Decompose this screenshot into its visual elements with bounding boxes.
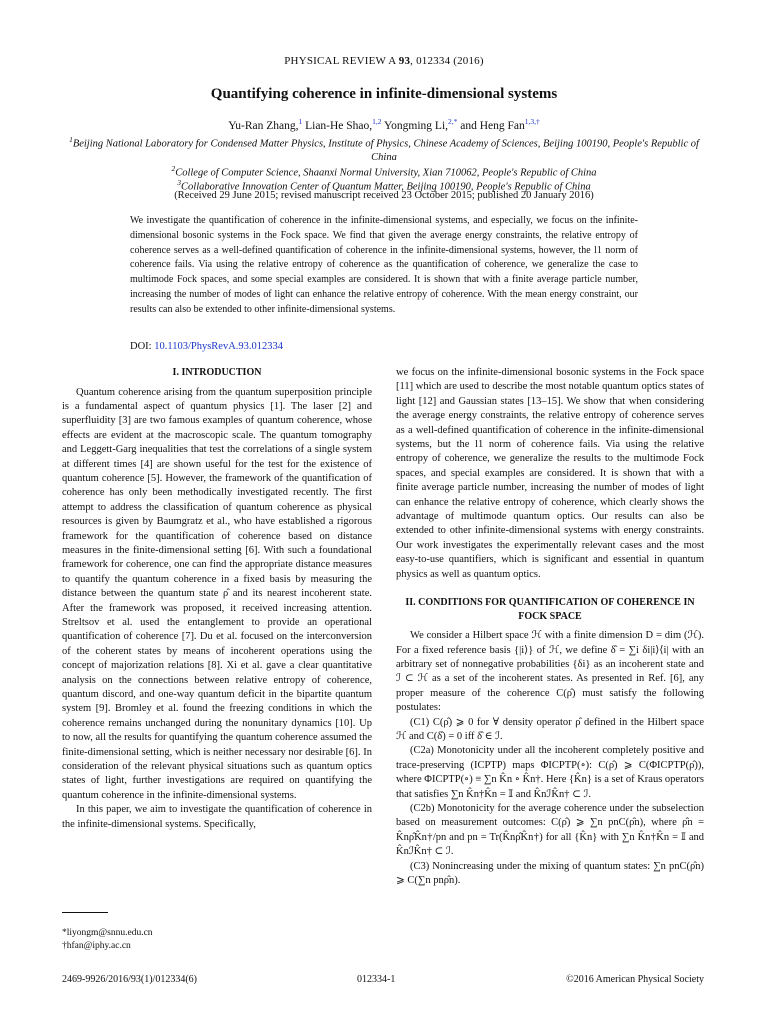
affiliation-1: $^1$Beijing National Laboratory for Condensed Matter Physics, Institute of Physics, Chinese Academy of Sciences, Beijing 100190, People's Republic of China: [69, 135, 699, 163]
footer-issn: 2469-9926/2016/93(1)/012334(6): [62, 974, 197, 985]
received-dates: (Received 29 June 2015; revised manuscript received 23 October 2015; published 20 January 2016): [174, 190, 594, 201]
author: Lian-He Shao,: [305, 119, 373, 132]
author-affiliation-link[interactable]: 2,*: [448, 117, 458, 126]
footer-page-number: 012334-1: [357, 974, 396, 985]
author-affiliation-link[interactable]: 1: [298, 117, 303, 126]
postulate-c3: (C3) Nonincreasing under the mixing of quantum states: ∑n pnC(ρ̂n) ⩾ C(∑n pnρ̂n).: [396, 860, 704, 886]
paragraph: Quantum coherence arising from the quantum superposition principle is a fundamental aspect of quantum physics [1]. The laser [2] and superfluidity [3] are two famous examples of quantum coherence, whose effects are evident at the macroscopic scale. The quantum tomography and Leggett-Garg inequalities that test the correlations of a single system at different times [4] are shown useful for the test for the existence of quantum coherence [5]. However, the framework of the quantification of coherence has only been methodically investigated recently. The first attempt to address the classification of quantum coherence as physical resources is given by Baumgratz et al., who have established a rigorous framework for the quantification of coherence based on distance measures in the finite-dimensional setting [6]. With such a foundational framework for coherence, one can find the appropriate distance measures to quantify the quantum coherence in a fixed basis by measuring the distance between the quantum state ρ̂ and its nearest incoherent state. After the framework was proposed, it received increasing attention. Streltsov et al. used the entanglement to provide an operational quantification of coherence [7]. Du et al. focused on the interconversion of the coherent states by means of incoherent operations using the concept of majorization relations [8]. Xi et al. gave a clear quantitative analysis on the connections between relative entropy of coherence, quantum discord, and one-way quantum deficit in the bipartite quantum system [9]. Bromley et al. found the freezing conditions in which the coherence remains unchanged during the nonunitary dynamics [10]. Up to now, all the results for quantifying the quantum coherence assumed the finite-dimensional setting, which is neither necessary nor desirable [6]. In consideration of the relevant physical situations such as quantum optics states of light, further investigations are required on quantifying the quantum coherence in the infinite-dimensional systems.: [62, 386, 372, 801]
footnote-divider: [62, 912, 108, 913]
section-heading-conditions: II. CONDITIONS FOR QUANTIFICATION OF COHERENCE IN FOCK SPACE: [405, 597, 695, 622]
footnote-email-2: †hfan@iphy.ac.cn: [62, 941, 131, 951]
paragraph: We consider a Hilbert space ℋ with a finite dimension D = dim (ℋ). For a fixed reference basis {|i⟩} of ℋ, we define δ̂ = ∑i δi|i⟩⟨i| with an arbitrary set of nonnegative probabilities {δi} as an incoherent state and ℐ ⊂ ℋ as a set of the incoherent states. As presented in Ref. [6], any proper measure of the coherence C(ρ̂) must satisfy the following postulates:: [396, 630, 704, 714]
author: Yu-Ran Zhang,: [228, 119, 299, 132]
footnote-email-1: *liyongm@snnu.edu.cn: [62, 928, 153, 938]
section-heading-introduction: I. INTRODUCTION: [172, 367, 262, 378]
abstract: We investigate the quantification of coherence in the infinite-dimensional systems, and especially, we focus on the infinite-dimensional bosonic systems in the Fock space. We find that given the average energy constraints, the relative entropy of coherence serves as a well-defined quantification of coherence in the infinite-dimensional systems, however, the l1 norm of coherence fails. Via using the relative entropy of coherence as the quantification of coherence, we generalize the case to multimode Fock spaces, and some special examples are considered. It is shown that with a finite average particle number, increasing the number of modes of light can enhance the relative entropy of coherence. With the mean energy constraint, our results can also be extended to other infinite-dimensional systems.: [130, 215, 638, 315]
doi: DOI: 10.1103/PhysRevA.93.012334: [130, 341, 284, 352]
author: Yongming Li,: [384, 119, 449, 132]
paper-title: Quantifying coherence in infinite-dimensional systems: [210, 86, 558, 102]
footer-copyright: ©2016 American Physical Society: [566, 974, 704, 985]
author-affiliation-link[interactable]: 1,2: [372, 117, 382, 126]
author-list: [0, 117, 768, 132]
paragraph: In this paper, we aim to investigate the quantification of coherence in the infinite-dimensional systems. Specifically,: [62, 804, 372, 830]
author-affiliation-link[interactable]: 1,3,†: [524, 117, 540, 126]
postulate-c2a: (C2a) Monotonicity under all the incoherent completely positive and trace-preserving (ICPTP) maps ΦICPTP(∘): C(ρ̂) ⩾ C(ΦICPTP(ρ̂)), where ΦICPTP(∘) ≡ ∑n K̂n ∘ K̂n†. Here {K̂n} is a set of Kraus operators that satisfies ∑n K̂n†K̂n = 𝕀 and K̂nℐK̂n† ⊂ ℐ.: [396, 745, 704, 800]
author: and Heng Fan: [460, 119, 525, 132]
affiliation-2: $^2$College of Computer Science, Shaanxi Normal University, Xian 710062, People's Republic of China: [171, 164, 597, 179]
journal-header: PHYSICAL REVIEW A 93, 012334 (2016): [284, 55, 484, 67]
postulate-c1: (C1) C(ρ̂) ⩾ 0 for ∀ density operator ρ̂ defined in the Hilbert space ℋ and C(δ̂) = 0 iff δ̂ ∈ ℐ.: [396, 716, 704, 742]
affiliation-3: $^3$Collaborative Innovation Center of Quantum Matter, Beijing 100190, People's Republic of China: [177, 178, 591, 193]
doi-link[interactable]: 10.1103/PhysRevA.93.012334: [154, 341, 284, 352]
paragraph: we focus on the infinite-dimensional bosonic systems in the Fock space [11] which are used to describe the most notable quantum optics states of light [12] and Gaussian states [13–15]. We show that when considering the average energy constraints, the relative entropy of coherence serves as a well-defined quantification of coherence in the infinite-dimensional systems, but the l1 norm of coherence fails. Via using the relative entropy of coherence, we generalize the results to the multimode Fock spaces, and special examples are considered. It is shown that with a finite average particle number, increasing the number of modes of light can enhance the relative entropy of coherence, which clearly shows the advantage of multimode quantum optics. Our results can also be extended to other infinite-dimensional systems with energy constraints. Our work investigates the experimentally relevant cases and the most easy-to-use quantifiers, which is significant and essential in quantum physics as well as quantum optics.: [396, 367, 704, 580]
right-column: [396, 366, 704, 888]
postulate-c2b: (C2b) Monotonicity for the average coherence under the subselection based on measurement outcomes: C(ρ̂) ⩾ ∑n pnC(ρ̂n), where ρ̂n = K̂nρ̂K̂n†/pn and pn = Tr(K̂nρ̂K̂n†) for all {K̂n} with ∑n K̂n†K̂n = 𝕀 and K̂nℐK̂n† ⊂ ℐ.: [396, 802, 704, 858]
left-column: [62, 366, 372, 832]
